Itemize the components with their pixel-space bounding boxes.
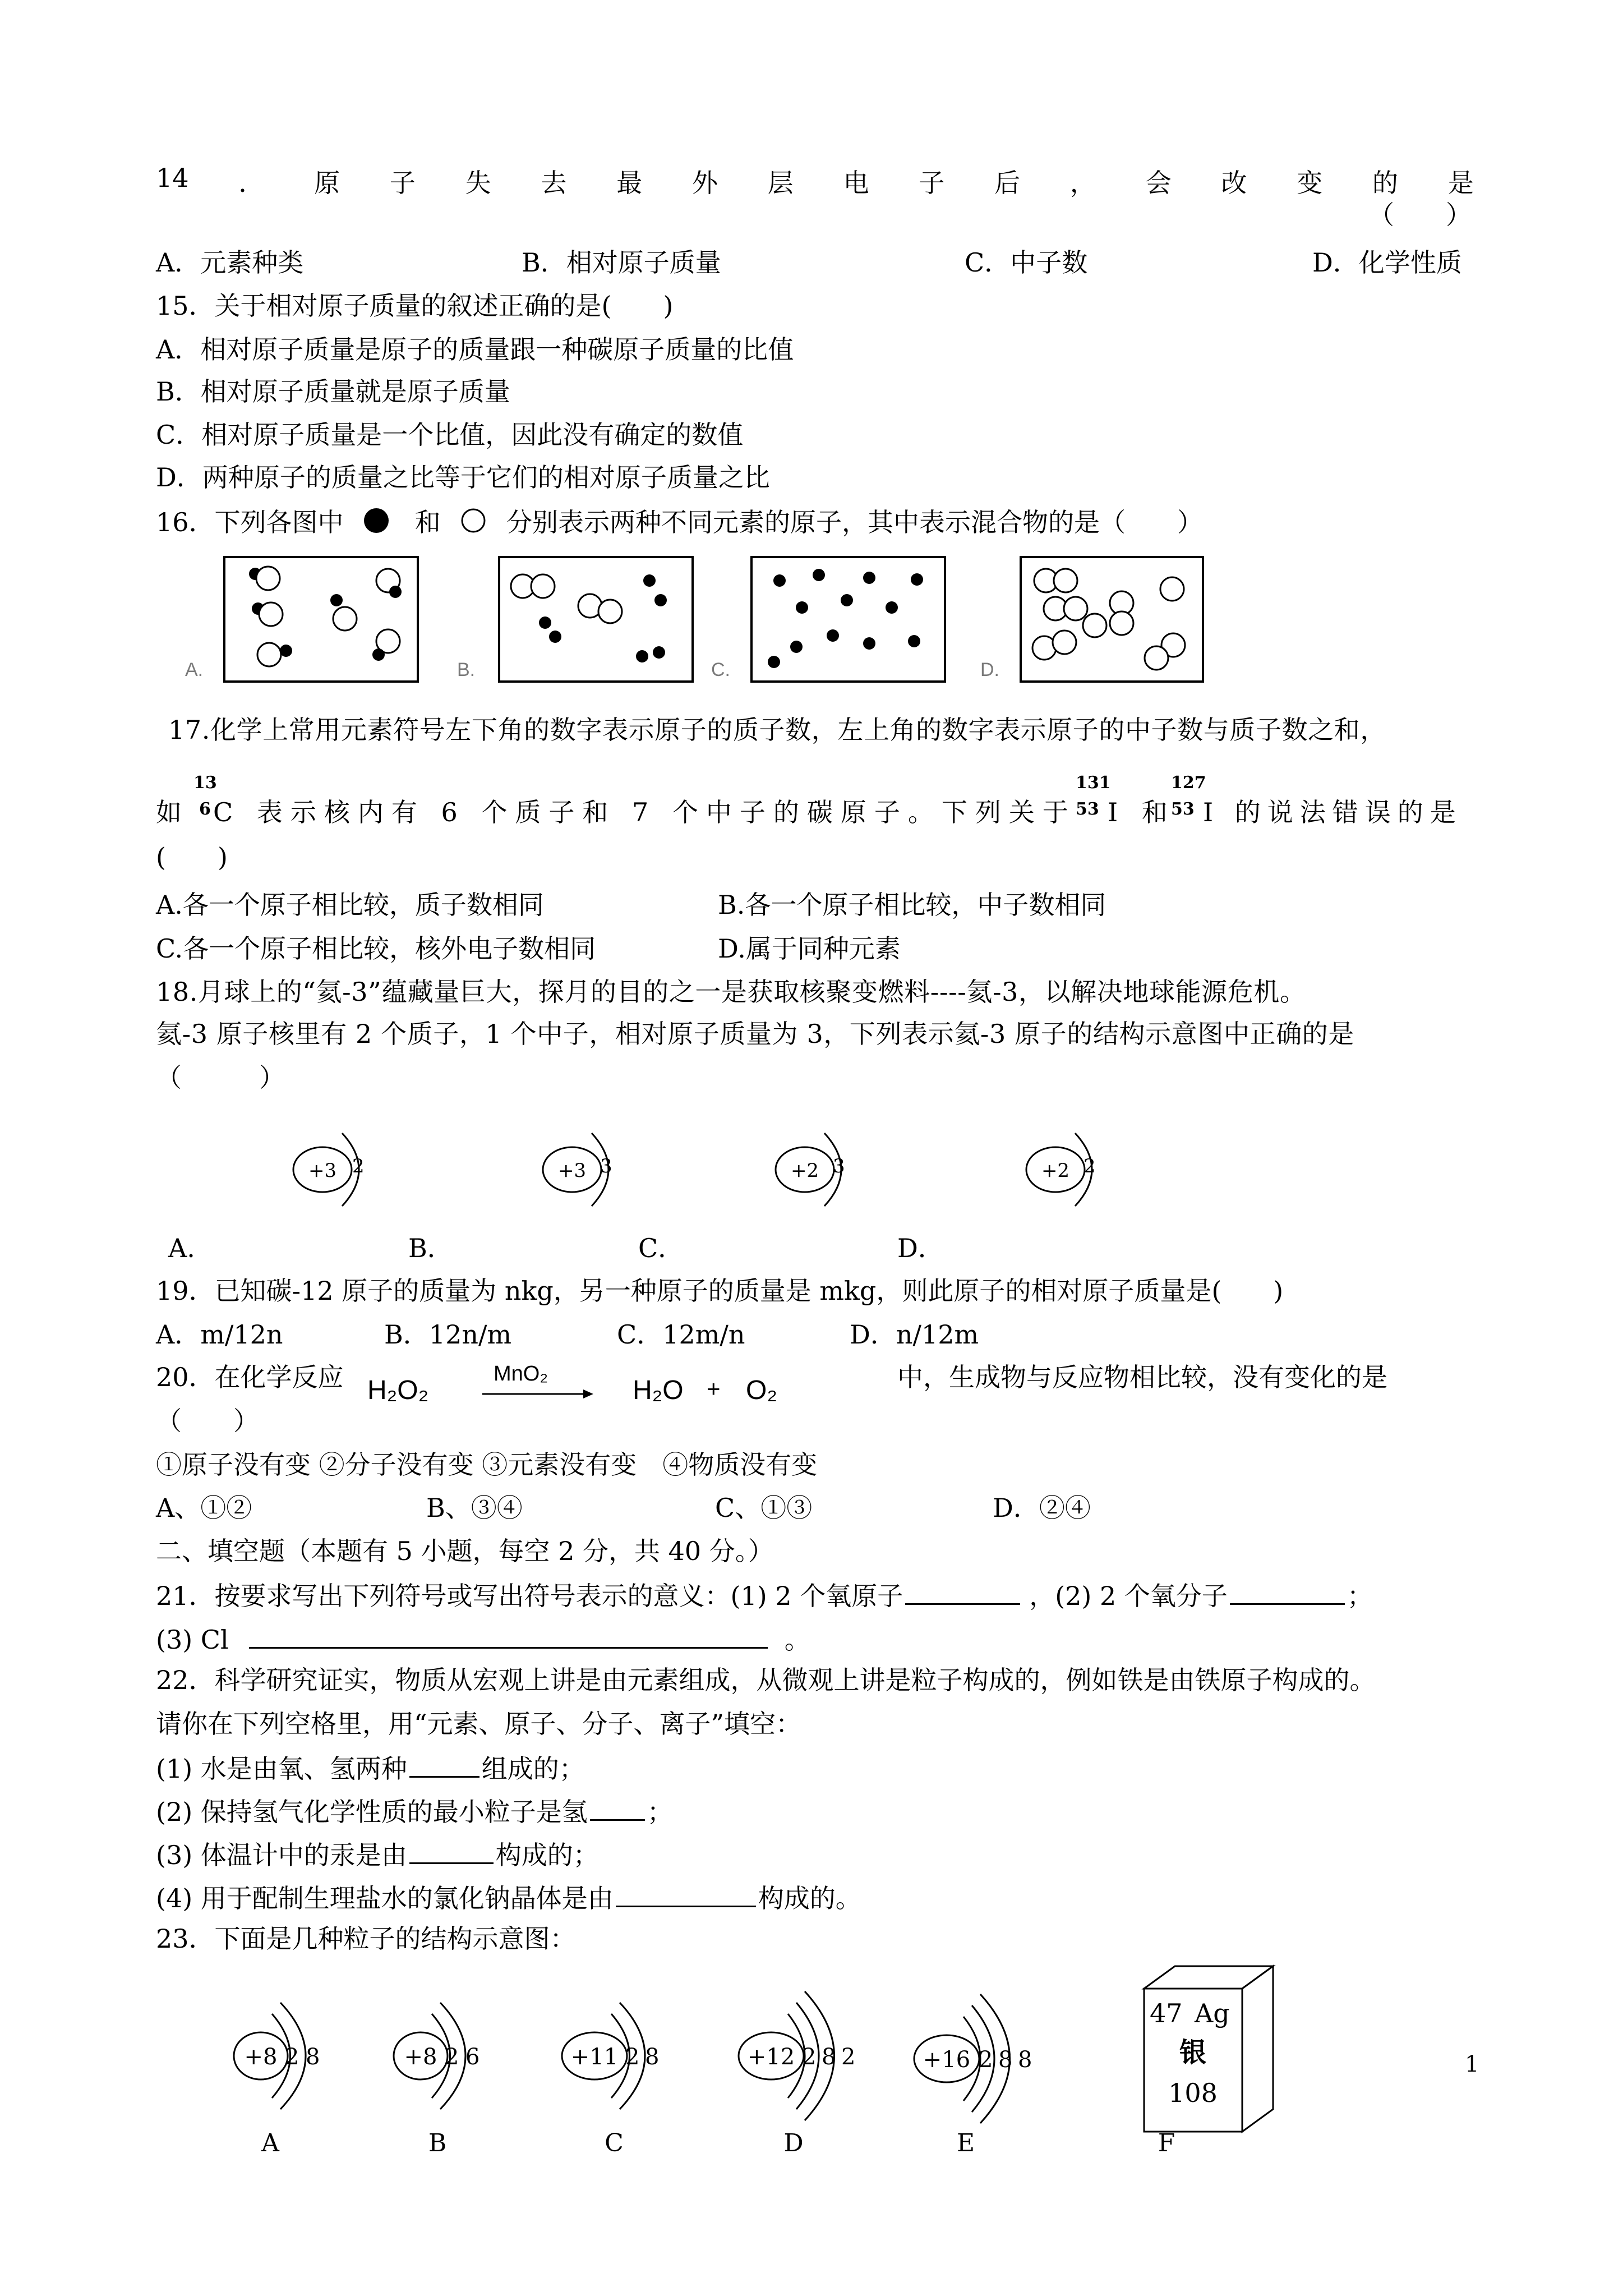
q16-label-c: C.: [711, 659, 730, 680]
q21-line2: [156, 1625, 810, 1653]
q23-f-symbol: Ag: [1195, 1998, 1230, 2028]
q16-label-d: D.: [980, 659, 999, 680]
q17-i131-number: 53: [1076, 799, 1099, 819]
q16-stem-part: 和: [414, 507, 441, 537]
q20-paren: （ ）: [156, 1406, 259, 1436]
q18-b-shell: 3: [600, 1155, 612, 1177]
q16-box-b: [499, 557, 693, 682]
q21-blank-3[interactable]: [249, 1625, 768, 1649]
q14-option-b: B．相对原子质量: [522, 247, 721, 278]
q20-reactant: H₂O₂: [367, 1375, 429, 1405]
q20-option-a: A、①②: [156, 1493, 252, 1523]
q17-paren: ( ): [156, 842, 228, 872]
q22-item-4: [156, 1883, 861, 1911]
q23-a-shell-2: 8: [306, 2044, 320, 2070]
q21-blank-2[interactable]: [1230, 1581, 1345, 1605]
q23-e-shell-2: 8: [998, 2047, 1013, 2073]
q22-item-1: [156, 1754, 585, 1782]
q15-option-d: D．两种原子的质量之比等于它们的相对原子质量之比: [156, 462, 770, 493]
q20-option-c: C、①③: [715, 1493, 813, 1523]
q21-blank-1[interactable]: [905, 1581, 1020, 1605]
q17-line2-d: I 的说法错误的是: [1203, 797, 1463, 827]
q18-diagram-d: [1026, 1133, 1096, 1206]
q23-f-number: 47: [1150, 1998, 1183, 2028]
section-heading: 二、填空题（本题有 5 小题，每空 2 分，共 40 分。）: [156, 1536, 774, 1566]
q23-stem: 23．下面是几种粒子的结构示意图：: [156, 1924, 576, 1954]
q22-text: 组成的；: [481, 1754, 585, 1784]
q22-blank-3[interactable]: [409, 1840, 494, 1864]
q16-stem-part: 16．下列各图中: [156, 507, 344, 537]
q22-text: (1) 水是由氧、氢两种: [156, 1754, 407, 1784]
q21-part: ；: [1347, 1581, 1373, 1611]
reaction-arrow-icon: [482, 1386, 594, 1402]
q20-product-1: H₂O: [633, 1375, 684, 1405]
q16-stem-part: 分别表示两种不同元素的原子，其中表示混合物的是（ ）: [506, 507, 1204, 537]
q18-label-a: A.: [168, 1233, 195, 1263]
q22-item-3: [156, 1840, 599, 1868]
q18-d-nucleus: +2: [1041, 1159, 1070, 1182]
q18-line1: 18.月球上的“氦-3”蕴藏量巨大，探月的目的之一是获取核聚变燃料----氦-3，以解决地球能源危机。: [156, 977, 1306, 1007]
q14-stem: [156, 163, 1474, 200]
q23-diagrams: [140, 1961, 1542, 2241]
q19-option-a: A．m/12n: [156, 1319, 283, 1350]
q19-option-c: C．12m/n: [617, 1319, 745, 1350]
q22-line1: 22．科学研究证实，物质从宏观上讲是由元素组成，从微观上讲是粒子构成的，例如铁是由铁原子构成的。: [156, 1665, 1376, 1695]
q22-text: (2) 保持氢气化学性质的最小粒子是氢: [156, 1797, 588, 1827]
q23-diagram-a: [234, 2003, 320, 2157]
q21-part: ，(2) 2 个氧分子: [1029, 1581, 1228, 1611]
q14-option-c: C．中子数: [965, 247, 1088, 278]
q15-option-c: C．相对原子质量是一个比值，因此没有确定的数值: [156, 420, 744, 450]
q23-f-mass: 108: [1168, 2078, 1218, 2108]
q14-char: 14: [156, 163, 189, 193]
q14-char: 变: [1297, 168, 1323, 198]
q23-e-shell-1: 2: [979, 2047, 993, 2073]
q21-part: 。: [784, 1625, 810, 1655]
q22-line2: 请你在下列空格里，用“元素、原子、分子、离子”填空：: [156, 1709, 802, 1739]
q23-c-nucleus: +11: [570, 2044, 619, 2070]
q23-diagram-d: [739, 1991, 855, 2157]
q17-i127-number: 53: [1171, 799, 1195, 819]
q23-a-nucleus: +8: [244, 2044, 278, 2070]
q14-char: 失: [465, 168, 491, 198]
q14-char: 最: [616, 168, 643, 198]
q16-box-c: [751, 557, 945, 682]
q19-option-d: D．n/12m: [850, 1319, 979, 1350]
q22-blank-4[interactable]: [616, 1883, 756, 1907]
q15-option-a: A．相对原子质量是原子的质量跟一种碳原子质量的比值: [156, 334, 794, 365]
q21-part: (3) Cl: [156, 1625, 229, 1655]
q14-char: ．: [238, 168, 265, 198]
q20-stem-b: 中，生成物与反应物相比较，没有变化的是: [897, 1362, 1387, 1392]
q14-char: 原: [314, 168, 340, 198]
q19-option-b: B．12n/m: [384, 1319, 512, 1350]
q17-line2-b: C 表示核内有 6 个质子和 7 个中子的碳原子。下列关于: [213, 797, 1076, 827]
q18-c-nucleus: +2: [790, 1159, 819, 1182]
q14-char: 的: [1372, 168, 1399, 198]
q17-option-a: A.各一个原子相比较，质子数相同: [156, 890, 544, 920]
q17-c-number: 6: [199, 799, 211, 819]
q14-char: 去: [541, 168, 567, 198]
q14-char: 后: [994, 168, 1021, 198]
q20-option-b: B、③④: [426, 1493, 523, 1523]
q18-a-nucleus: +3: [308, 1159, 337, 1182]
q14-paren: （ ）: [1368, 200, 1472, 230]
q23-diagram-c: [562, 2003, 659, 2157]
q16-box-a: [224, 557, 418, 682]
q17-i127-mass: 127: [1171, 773, 1206, 793]
q22-text: ；: [647, 1797, 673, 1827]
q20-product-2: O₂: [746, 1375, 777, 1405]
q23-diagram-e: [914, 1994, 1032, 2157]
q17-option-b: B.各一个原子相比较，中子数相同: [718, 890, 1106, 920]
q14-char: 层: [767, 168, 794, 198]
q20-catalyst: MnO₂: [494, 1362, 548, 1386]
q22-text: 构成的；: [495, 1840, 599, 1870]
q16-figures: [168, 547, 1458, 693]
q14-char: 电: [843, 168, 869, 198]
hollow-atom-icon: [459, 507, 488, 535]
q22-text: (3) 体温计中的汞是由: [156, 1840, 407, 1870]
q23-element-box: [1144, 1966, 1273, 2157]
q17-c-mass: 13: [193, 773, 217, 793]
q16-label-b: B.: [457, 659, 476, 680]
q23-c-shell-1: 2: [625, 2044, 640, 2070]
q18-diagram-b: [543, 1133, 612, 1206]
q23-d-nucleus: +12: [747, 2044, 795, 2070]
q23-f-name: 银: [1179, 2037, 1207, 2068]
q21-part: 21．按要求写出下列符号或写出符号表示的意义：(1) 2 个氧原子: [156, 1581, 903, 1611]
q23-label-a: A: [261, 2129, 279, 2157]
q18-label-b: B．: [408, 1233, 453, 1263]
q15-stem: 15．关于相对原子质量的叙述正确的是( ): [156, 291, 674, 321]
page-number: 1: [1465, 2051, 1479, 2077]
q18-diagram-c: [776, 1133, 845, 1206]
q17-line2-c: I 和: [1108, 797, 1175, 827]
q18-diagram-a: [293, 1133, 365, 1206]
q17-line2-a: 如: [156, 797, 182, 827]
q23-label-d: D: [783, 2129, 804, 2157]
q18-label-d: D．: [897, 1233, 944, 1263]
q22-blank-1[interactable]: [409, 1754, 479, 1778]
q23-b-nucleus: +8: [404, 2044, 437, 2070]
q23-a-shell-1: 2: [285, 2044, 299, 2070]
q23-b-shell-2: 6: [465, 2044, 480, 2070]
q22-text: 构成的。: [758, 1883, 861, 1913]
q23-b-shell-1: 2: [445, 2044, 459, 2070]
q23-label-c: C: [605, 2129, 624, 2157]
q18-b-nucleus: +3: [557, 1159, 587, 1182]
q18-label-c: C．: [638, 1233, 684, 1263]
q20-statements: ①原子没有变 ②分子没有变 ③元素没有变 ④物质没有变: [156, 1450, 818, 1480]
q23-e-shell-3: 8: [1018, 2047, 1032, 2073]
q14-option-d: D．化学性质: [1312, 247, 1462, 278]
q23-d-shell-3: 2: [841, 2044, 856, 2070]
q23-label-f: F: [1158, 2129, 1175, 2157]
q18-line2: 氦-3 原子核里有 2 个质子，1 个中子，相对原子质量为 3，下列表示氦-3 原子的结构示意图中正确的是: [156, 1019, 1354, 1049]
q14-char: 外: [692, 168, 718, 198]
q16-stem: [156, 507, 1203, 535]
q14-char: 子: [389, 168, 416, 198]
q17-option-d: D.属于同种元素: [718, 933, 901, 964]
q14-char: 子: [919, 168, 945, 198]
q14-char: 会: [1145, 168, 1172, 198]
q17-line1: 17.化学上常用元素符号左下角的数字表示原子的质子数，左上角的数字表示原子的中子数与质子数之和，: [168, 715, 1386, 745]
q16-box-d: [1021, 557, 1203, 682]
q20-option-d: D．②④: [993, 1493, 1091, 1523]
filled-atom-icon: [362, 507, 391, 535]
q14-char: ，: [1069, 168, 1096, 198]
q23-label-e: E: [956, 2129, 975, 2157]
q14-char: 改: [1221, 168, 1247, 198]
q15-option-b: B．相对原子质量就是原子质量: [156, 376, 510, 407]
q18-diagrams: [168, 1111, 1458, 1234]
q22-blank-2[interactable]: [590, 1797, 645, 1821]
q23-c-shell-2: 8: [645, 2044, 660, 2070]
q18-c-shell: 3: [833, 1155, 845, 1177]
q21-line1: [156, 1581, 1373, 1609]
q22-item-2: [156, 1797, 673, 1825]
q18-d-shell: 2: [1083, 1155, 1096, 1177]
q20-stem-a: 20．在化学反应: [156, 1362, 344, 1392]
q18-paren: （ ）: [156, 1062, 285, 1093]
q23-diagram-b: [394, 2003, 479, 2157]
q23-label-b: B: [428, 2129, 447, 2157]
q14-char: 是: [1447, 168, 1474, 198]
q17-option-c: C.各一个原子相比较，核外电子数相同: [156, 933, 596, 964]
q18-a-shell: 2: [352, 1155, 365, 1177]
q22-text: (4) 用于配制生理盐水的氯化钠晶体是由: [156, 1883, 614, 1913]
q23-d-shell-2: 8: [822, 2044, 836, 2070]
q19-stem: 19．已知碳-12 原子的质量为 nkg，另一种原子的质量是 mkg，则此原子的相对原子质量是( ): [156, 1276, 1284, 1306]
q14-option-a: A．元素种类: [156, 247, 304, 278]
q23-e-nucleus: +16: [923, 2047, 971, 2073]
q17-i131-mass: 131: [1076, 773, 1111, 793]
q16-label-a: A.: [185, 659, 204, 680]
q20-plus: +: [707, 1375, 721, 1402]
q23-d-shell-1: 2: [802, 2044, 817, 2070]
